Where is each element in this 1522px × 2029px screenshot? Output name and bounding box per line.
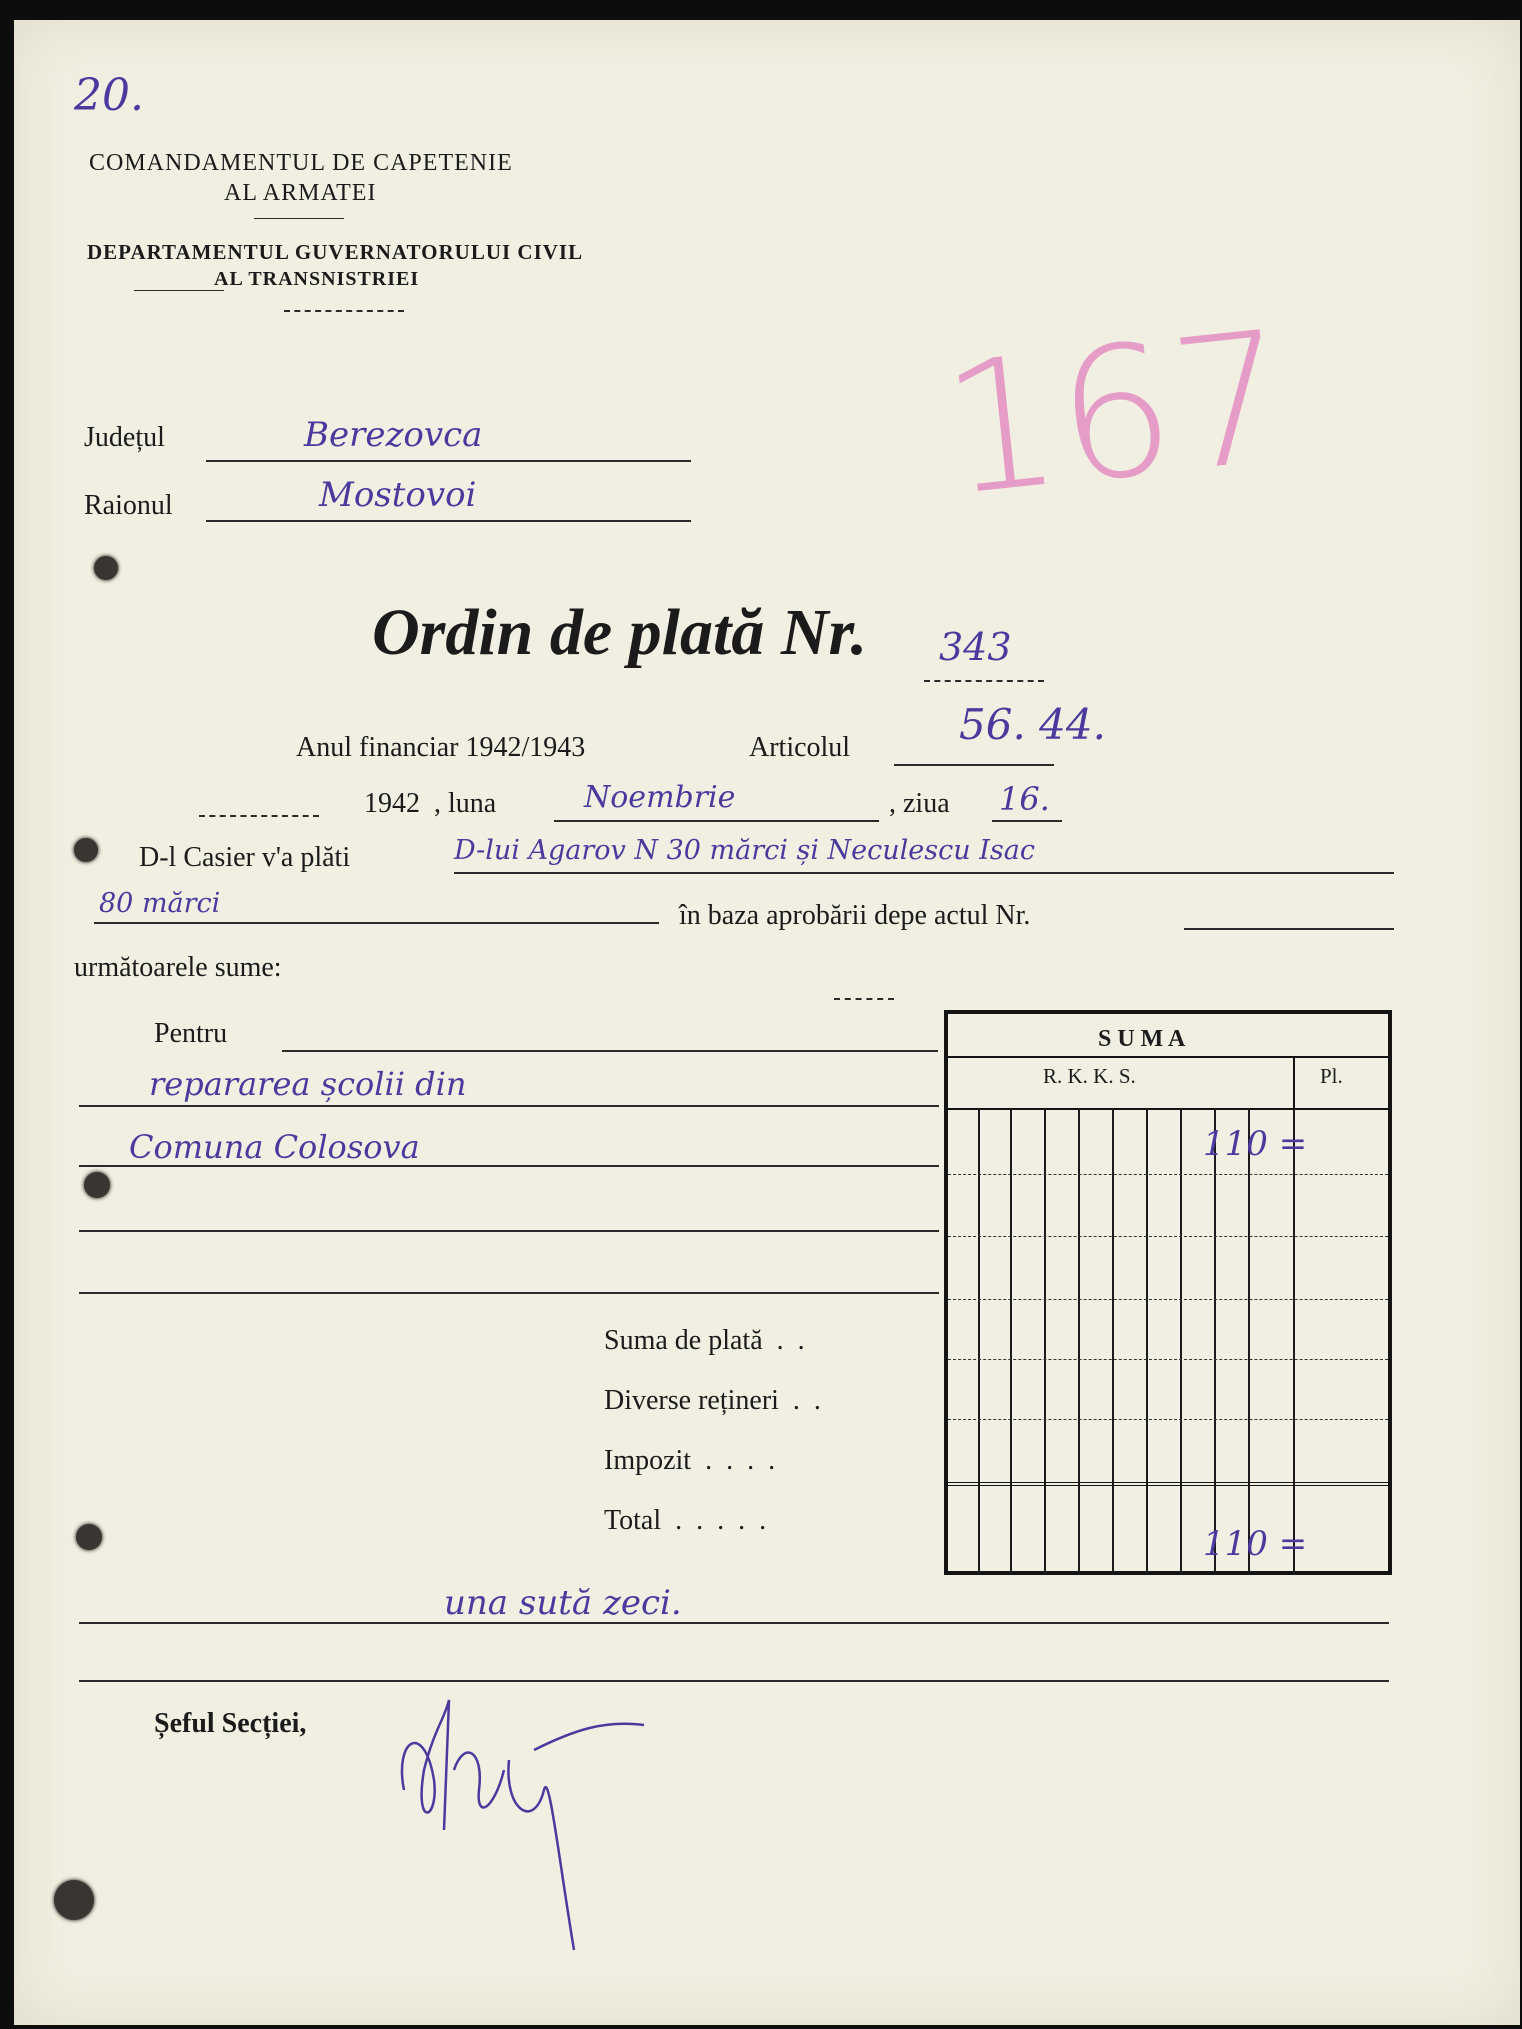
- page-number: 20.: [74, 70, 144, 121]
- stamp-number: 167: [934, 292, 1298, 537]
- header-line1: COMANDAMENTUL DE CAPETENIE: [89, 150, 513, 176]
- amount-words: una sută zeci.: [444, 1583, 682, 1623]
- casier-value-line2: 80 mărci: [99, 888, 221, 919]
- page-title: Ordin de plată Nr.: [372, 596, 868, 669]
- date-year: 1942: [364, 788, 420, 819]
- articol-value: 56. 44.: [959, 700, 1106, 749]
- diverse-label: Diverse rețineri . .: [604, 1385, 821, 1416]
- small-dash: [834, 998, 894, 1000]
- impozit-label: Impozit . . . .: [604, 1445, 776, 1476]
- judet-label: Județul: [84, 422, 165, 453]
- header-line4: AL TRANSNISTRIEI: [214, 268, 420, 290]
- judet-value: Berezovca: [304, 415, 483, 455]
- pentru-line0: [282, 1050, 938, 1052]
- pentru-line2-value: Comuna Colosova: [129, 1128, 420, 1166]
- luna-line: [554, 820, 879, 822]
- sume-label: următoarele sume:: [74, 952, 282, 983]
- pentru-line4: [79, 1292, 939, 1294]
- suma-table-title: S U M A: [1098, 1026, 1186, 1052]
- raion-line: [206, 520, 691, 522]
- punch-hole-3: [84, 1172, 110, 1198]
- articol-line: [894, 764, 1054, 766]
- header-divider: [254, 218, 344, 219]
- casier-line1: [454, 872, 1394, 874]
- ziua-line: [992, 820, 1062, 822]
- casier-line2: [94, 922, 659, 924]
- date-prefix-line: [199, 815, 319, 817]
- total-label: Total . . . . .: [604, 1505, 767, 1536]
- payment-order-document: [14, 20, 1520, 2025]
- financial-year: Anul financiar 1942/1943: [296, 732, 586, 763]
- pentru-label: Pentru: [154, 1018, 228, 1049]
- judet-line: [206, 460, 691, 462]
- pentru-line1-value: repararea școlii din: [149, 1065, 467, 1103]
- header-underline-right: [284, 310, 404, 312]
- ziua-value: 16.: [999, 780, 1050, 818]
- raion-value: Mostovoi: [319, 475, 477, 515]
- col-pl-header: Pl.: [1320, 1064, 1343, 1088]
- signature-label: Șeful Secției,: [154, 1708, 307, 1739]
- punch-hole-2: [74, 838, 98, 862]
- luna-label: , luna: [434, 788, 497, 819]
- suma-total: 110 =: [1203, 1524, 1308, 1564]
- pentru-line1: [79, 1105, 939, 1107]
- signature-mark: [384, 1680, 714, 1970]
- pentru-line3: [79, 1230, 939, 1232]
- header-line2: AL ARMATEI: [224, 180, 377, 206]
- col-rkks-header: R. K. K. S.: [1043, 1064, 1136, 1088]
- order-number: 343: [939, 625, 1012, 669]
- suma-plata-label: Suma de plată . .: [604, 1325, 805, 1356]
- punch-hole-4: [76, 1524, 102, 1550]
- casier-label: D-l Casier v'a plăti: [139, 842, 351, 873]
- baza-label: în baza aprobării depe actul Nr.: [679, 900, 1031, 931]
- order-number-line: [924, 680, 1044, 682]
- suma-table: [944, 1010, 1392, 1575]
- casier-value-line1: D-lui Agarov N 30 mărci și Neculescu Isac: [454, 835, 1035, 866]
- ziua-label: , ziua: [889, 788, 950, 819]
- punch-hole-5: [54, 1880, 94, 1920]
- articol-label: Articolul: [749, 732, 851, 763]
- amount-words-line2: [79, 1680, 1389, 1682]
- pentru-line2: [79, 1165, 939, 1167]
- amount-words-line: [79, 1622, 1389, 1624]
- header-line3: DEPARTAMENTUL GUVERNATORULUI CIVIL: [87, 240, 584, 264]
- baza-line: [1184, 928, 1394, 930]
- raion-label: Raionul: [84, 490, 173, 521]
- punch-hole-1: [94, 556, 118, 580]
- header-underline-left: [134, 290, 224, 291]
- luna-value: Noembrie: [584, 780, 736, 815]
- suma-amount: 110 =: [1203, 1124, 1308, 1164]
